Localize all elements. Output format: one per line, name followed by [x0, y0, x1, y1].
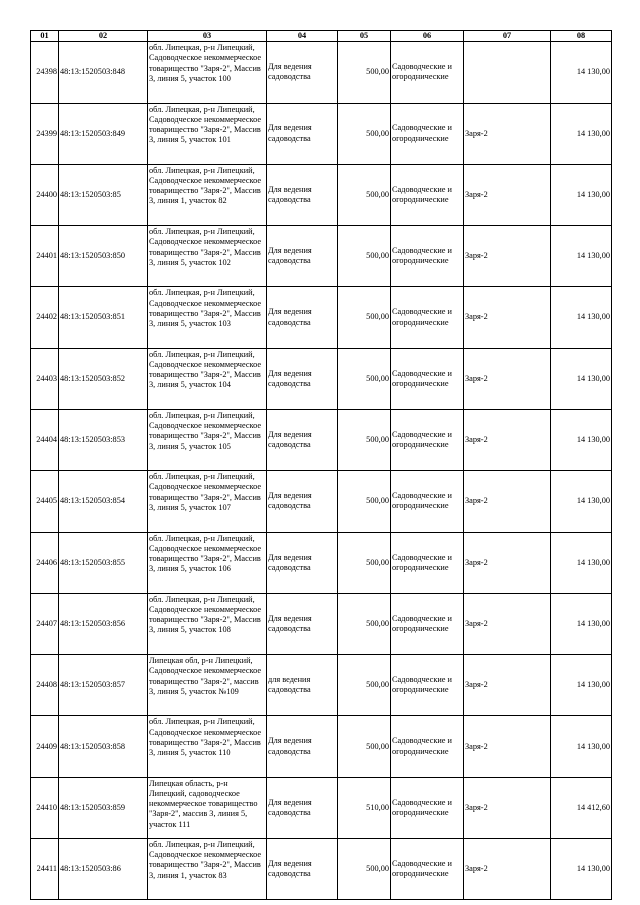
permitted-use-cell: Для ведения садоводства — [267, 716, 338, 777]
land-category-cell: Садоводческие и огороднические — [391, 655, 464, 716]
address-cell — [148, 42, 267, 103]
cadastral-number-cell: 48:13:1520503:855 — [59, 532, 148, 593]
area-cell: 500,00 — [338, 287, 391, 348]
land-category-cell: Садоводческие и огороднические — [391, 164, 464, 225]
table-row — [31, 839, 612, 900]
cadastral-value-cell: 14 130,00 — [551, 655, 612, 716]
partnership-name-cell: Заря-2 — [464, 471, 551, 532]
row-number-cell: 24409 — [31, 716, 59, 777]
address-cell — [148, 287, 267, 348]
column-header-05: 05 — [338, 31, 391, 42]
column-header-07: 07 — [464, 31, 551, 42]
permitted-use-cell: Для ведения садоводства — [267, 103, 338, 164]
permitted-use-cell: Для ведения садоводства — [267, 777, 338, 838]
cadastral-value-cell: 14 412,60 — [551, 777, 612, 838]
address-text: обл. Липецкая, р-н Липецкий, Садоводческое некоммерческое товарищество "Заря-2", Массив 3, линия 1, участок 83 — [149, 840, 262, 880]
address-cell — [148, 532, 267, 593]
table-row — [31, 287, 612, 348]
address-cell — [148, 226, 267, 287]
column-header-03: 03 — [148, 31, 267, 42]
row-number-cell: 24410 — [31, 777, 59, 838]
cadastral-number-cell: 48:13:1520503:85 — [59, 164, 148, 225]
land-plots-table — [30, 30, 612, 900]
permitted-use-cell: Для ведения садоводства — [267, 348, 338, 409]
column-header-06: 06 — [391, 31, 464, 42]
cadastral-number-cell: 48:13:1520503:852 — [59, 348, 148, 409]
row-number-cell: 24411 — [31, 839, 59, 900]
land-category-cell: Садоводческие и огороднические — [391, 532, 464, 593]
permitted-use-cell: для ведения садоводства — [267, 655, 338, 716]
area-cell: 500,00 — [338, 532, 391, 593]
permitted-use-cell: Для ведения садоводства — [267, 42, 338, 103]
land-category-cell: Садоводческие и огороднические — [391, 593, 464, 654]
land-category-cell: Садоводческие и огороднические — [391, 471, 464, 532]
cadastral-number-cell: 48:13:1520503:853 — [59, 409, 148, 470]
row-number-cell: 24408 — [31, 655, 59, 716]
row-number-cell: 24401 — [31, 226, 59, 287]
partnership-name-cell: Заря-2 — [464, 839, 551, 900]
land-category-cell: Садоводческие и огороднические — [391, 226, 464, 287]
table-row — [31, 593, 612, 654]
cadastral-value-cell: 14 130,00 — [551, 226, 612, 287]
address-cell — [148, 655, 267, 716]
land-category-cell: Садоводческие и огороднические — [391, 42, 464, 103]
permitted-use-cell: Для ведения садоводства — [267, 471, 338, 532]
table-row — [31, 164, 612, 225]
row-number-cell: 24404 — [31, 409, 59, 470]
address-cell — [148, 593, 267, 654]
row-number-cell: 24406 — [31, 532, 59, 593]
column-header-08: 08 — [551, 31, 612, 42]
area-cell: 500,00 — [338, 471, 391, 532]
address-text: обл. Липецкая, р-н Липецкий, Садоводческое некоммерческое товарищество "Заря-2", Массив 3, линия 5, участок 100 — [149, 43, 262, 83]
cadastral-number-cell: 48:13:1520503:851 — [59, 287, 148, 348]
partnership-name-cell: Заря-2 — [464, 593, 551, 654]
cadastral-value-cell: 14 130,00 — [551, 839, 612, 900]
row-number-cell: 24403 — [31, 348, 59, 409]
cadastral-number-cell: 48:13:1520503:86 — [59, 839, 148, 900]
area-cell: 510,00 — [338, 777, 391, 838]
row-number-cell: 24402 — [31, 287, 59, 348]
address-text: обл. Липецкая, р-н Липецкий, Садоводческое некоммерческое товарищество "Заря-2", Массив 3, линия 5, участок 103 — [149, 288, 262, 328]
address-cell — [148, 348, 267, 409]
area-cell: 500,00 — [338, 655, 391, 716]
permitted-use-cell: Для ведения садоводства — [267, 532, 338, 593]
partnership-name-cell: Заря-2 — [464, 348, 551, 409]
cadastral-value-cell: 14 130,00 — [551, 42, 612, 103]
partnership-name-cell: Заря-2 — [464, 103, 551, 164]
table-row — [31, 409, 612, 470]
cadastral-value-cell: 14 130,00 — [551, 532, 612, 593]
permitted-use-cell: Для ведения садоводства — [267, 164, 338, 225]
area-cell: 500,00 — [338, 716, 391, 777]
table-row — [31, 716, 612, 777]
cadastral-value-cell: 14 130,00 — [551, 593, 612, 654]
address-cell — [148, 777, 267, 838]
column-header-01: 01 — [31, 31, 59, 42]
land-category-cell: Садоводческие и огороднические — [391, 103, 464, 164]
area-cell: 500,00 — [338, 226, 391, 287]
table-row — [31, 348, 612, 409]
partnership-name-cell: Заря-2 — [464, 716, 551, 777]
table-row — [31, 42, 612, 103]
area-cell: 500,00 — [338, 348, 391, 409]
cadastral-value-cell: 14 130,00 — [551, 103, 612, 164]
cadastral-number-cell: 48:13:1520503:849 — [59, 103, 148, 164]
column-header-04: 04 — [267, 31, 338, 42]
land-category-cell: Садоводческие и огороднические — [391, 777, 464, 838]
column-header-02: 02 — [59, 31, 148, 42]
area-cell: 500,00 — [338, 164, 391, 225]
cadastral-value-cell: 14 130,00 — [551, 164, 612, 225]
land-category-cell: Садоводческие и огороднические — [391, 716, 464, 777]
area-cell: 500,00 — [338, 839, 391, 900]
address-text: Липецкая обл, р-н Липецкий, Садоводческое некоммерческое товарищество "Заря-2", массив 3, линия 5, участок №109 — [149, 656, 262, 696]
partnership-name-cell: Заря-2 — [464, 287, 551, 348]
table-row — [31, 103, 612, 164]
row-number-cell: 24399 — [31, 103, 59, 164]
cadastral-number-cell: 48:13:1520503:848 — [59, 42, 148, 103]
cadastral-number-cell: 48:13:1520503:854 — [59, 471, 148, 532]
area-cell: 500,00 — [338, 409, 391, 470]
address-cell — [148, 471, 267, 532]
permitted-use-cell: Для ведения садоводства — [267, 287, 338, 348]
table-row — [31, 532, 612, 593]
cadastral-number-cell: 48:13:1520503:858 — [59, 716, 148, 777]
permitted-use-cell: Для ведения садоводства — [267, 593, 338, 654]
address-text: обл. Липецкая, р-н Липецкий, Садоводческое некоммерческое товарищество "Заря-2", Массив 3, линия 5, участок 110 — [149, 717, 262, 758]
row-number-cell: 24405 — [31, 471, 59, 532]
address-text: обл. Липецкая, р-н Липецкий, Садоводческое некоммерческое товарищество "Заря-2", Массив 3, линия 5, участок 102 — [149, 227, 262, 267]
address-text: обл. Липецкая, р-н Липецкий, Садоводческое некоммерческое товарищество "Заря-2", Массив 3, линия 5, участок 104 — [149, 349, 262, 390]
permitted-use-cell: Для ведения садоводства — [267, 226, 338, 287]
address-text: обл. Липецкая, р-н Липецкий, Садоводческое некоммерческое товарищество "Заря-2", Массив 3, линия 5, участок 107 — [149, 472, 262, 512]
cadastral-number-cell: 48:13:1520503:857 — [59, 655, 148, 716]
partnership-name-cell: Заря-2 — [464, 777, 551, 838]
permitted-use-cell: Для ведения садоводства — [267, 839, 338, 900]
address-text: Липецкая область, р-н Липецкий, садоводческое некоммерческое товарищество "Заря-2", массив 3, линия 5, участок 111 — [149, 778, 258, 829]
address-text: обл. Липецкая, р-н Липецкий, Садоводческое некоммерческое товарищество "Заря-2", Массив 3, линия 5, участок 106 — [149, 533, 262, 574]
address-cell — [148, 409, 267, 470]
cadastral-value-cell: 14 130,00 — [551, 716, 612, 777]
partnership-name-cell — [464, 42, 551, 103]
cadastral-value-cell: 14 130,00 — [551, 409, 612, 470]
table-row — [31, 777, 612, 838]
table-row — [31, 226, 612, 287]
area-cell: 500,00 — [338, 593, 391, 654]
address-cell — [148, 716, 267, 777]
row-number-cell: 24407 — [31, 593, 59, 654]
area-cell: 500,00 — [338, 42, 391, 103]
address-cell — [148, 164, 267, 225]
cadastral-value-cell: 14 130,00 — [551, 287, 612, 348]
table-row — [31, 471, 612, 532]
address-text: обл. Липецкая, р-н Липецкий, Садоводческое некоммерческое товарищество "Заря-2", Массив 3, линия 5, участок 101 — [149, 104, 262, 145]
partnership-name-cell: Заря-2 — [464, 532, 551, 593]
permitted-use-cell: Для ведения садоводства — [267, 409, 338, 470]
row-number-cell: 24398 — [31, 42, 59, 103]
address-text: обл. Липецкая, р-н Липецкий, Садоводческое некоммерческое товарищество "Заря-2", Массив 3, линия 5, участок 105 — [149, 410, 262, 451]
address-text: обл. Липецкая, р-н Липецкий, Садоводческое некоммерческое товарищество "Заря-2", Массив 3, линия 5, участок 108 — [149, 594, 262, 635]
cadastral-number-cell: 48:13:1520503:856 — [59, 593, 148, 654]
partnership-name-cell: Заря-2 — [464, 226, 551, 287]
address-text: обл. Липецкая, р-н Липецкий, Садоводческое некоммерческое товарищество "Заря-2", Массив 3, линия 1, участок 82 — [149, 165, 262, 206]
land-category-cell: Садоводческие и огороднические — [391, 287, 464, 348]
cadastral-number-cell: 48:13:1520503:859 — [59, 777, 148, 838]
area-cell: 500,00 — [338, 103, 391, 164]
address-cell — [148, 103, 267, 164]
land-category-cell: Садоводческие и огороднические — [391, 409, 464, 470]
header-row — [31, 31, 612, 42]
address-cell — [148, 839, 267, 900]
land-category-cell: Садоводческие и огороднические — [391, 348, 464, 409]
cadastral-value-cell: 14 130,00 — [551, 471, 612, 532]
partnership-name-cell: Заря-2 — [464, 655, 551, 716]
land-category-cell: Садоводческие и огороднические — [391, 839, 464, 900]
partnership-name-cell: Заря-2 — [464, 409, 551, 470]
row-number-cell: 24400 — [31, 164, 59, 225]
cadastral-number-cell: 48:13:1520503:850 — [59, 226, 148, 287]
table-row — [31, 655, 612, 716]
partnership-name-cell: Заря-2 — [464, 164, 551, 225]
cadastral-value-cell: 14 130,00 — [551, 348, 612, 409]
